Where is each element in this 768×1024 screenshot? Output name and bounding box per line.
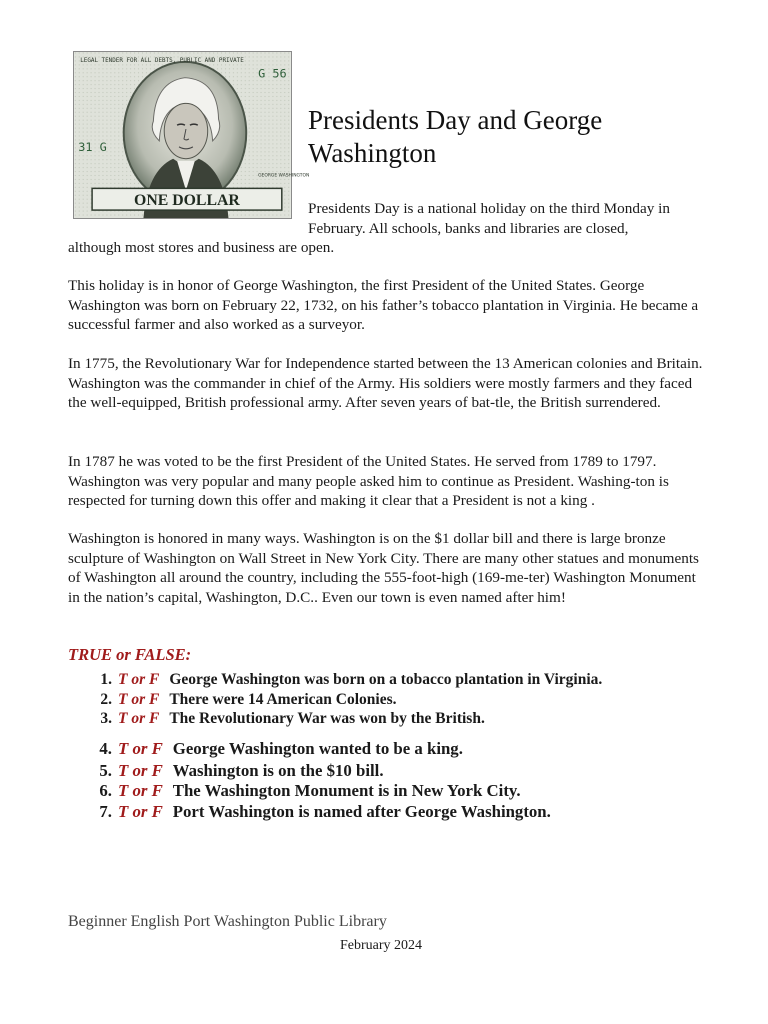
quiz-choice-label[interactable]: T or F — [118, 802, 163, 821]
quiz-item-text: Port Washington is named after George Washington. — [172, 802, 551, 821]
paragraph-president: In 1787 he was voted to be the first President of the United States. He served from 1789 to 1797. Washington was very popular and many people asked him to continue as President. Washing-ton is respected for turning down this offer and making it clear that a President is not a king . — [68, 453, 669, 510]
bill-serial-right: G 56 — [258, 66, 287, 81]
quiz-item-number: 4. — [99, 739, 112, 758]
footer-library: Beginner English Port Washington Public Library — [68, 913, 387, 930]
paragraph-intro-continued: although most stores and business are open. — [68, 239, 335, 256]
footer-date: February 2024 — [340, 938, 423, 953]
quiz-item-text: Washington is on the $10 bill. — [172, 761, 384, 780]
paragraph-intro: Presidents Day is a national holiday on the third Monday in February. All schools, banks and libraries are closed, — [308, 200, 670, 237]
quiz-item-number: 1. — [100, 671, 112, 688]
quiz-item-number: 6. — [99, 781, 112, 800]
quiz-item-text: There were 14 American Colonies. — [169, 691, 397, 708]
paragraph-honored: Washington is honored in many ways. Washington is on the $1 dollar bill and there is large bronze sculpture of Washington on Wall Street in New York City. There are many other statues and monuments of Washington all around the country, including the 555-foot-high (169-me-ter) Washington Monument in the nation’s capital, Washington, D.C.. Even our town is even named after him! — [68, 530, 699, 606]
quiz-item — [68, 691, 728, 709]
quiz-item — [68, 802, 728, 822]
bill-top-text: LEGAL TENDER FOR ALL DEBTS, PUBLIC AND PRIVATE — [80, 57, 244, 64]
quiz-choice-label[interactable]: T or F — [118, 739, 163, 758]
quiz-heading: TRUE or FALSE: — [68, 645, 192, 664]
quiz-item — [68, 781, 728, 801]
quiz-choice-label[interactable]: T or F — [118, 691, 160, 708]
quiz-choice-label[interactable]: T or F — [118, 761, 163, 780]
bill-small-text: GEORGE WASHINGTON — [258, 173, 310, 179]
bill-banner-text: ONE DOLLAR — [134, 192, 240, 210]
quiz-item-text: George Washington was born on a tobacco plantation in Virginia. — [169, 671, 603, 688]
quiz-item — [68, 671, 728, 689]
quiz-item-number: 3. — [100, 710, 112, 727]
quiz-item-number: 5. — [99, 761, 112, 780]
quiz-item-text: George Washington wanted to be a king. — [172, 739, 463, 758]
bill-serial-left: 31 G — [78, 139, 107, 154]
paragraph-honor: This holiday is in honor of George Washington, the first President of the United States. George Washington was born on February 22, 1732, on his father’s tobacco plantation in Virginia. He became a successful farmer and also worked as a surveyor. — [68, 277, 699, 334]
quiz-item-text: The Washington Monument is in New York City. — [172, 781, 521, 800]
quiz-item-number: 7. — [99, 802, 112, 821]
quiz-choice-label[interactable]: T or F — [118, 671, 160, 688]
page-title: Presidents Day and George Washington — [308, 105, 603, 168]
quiz-choice-label[interactable]: T or F — [118, 710, 160, 727]
quiz-item — [68, 710, 728, 728]
dollar-bill-image — [73, 51, 310, 219]
quiz-item-text: The Revolutionary War was won by the British. — [169, 710, 485, 727]
quiz-item-number: 2. — [100, 691, 112, 708]
paragraph-war: In 1775, the Revolutionary War for Independence started between the 13 American colonies and Britain. Washington was the commander in chief of the Army. His soldiers were mostly farmers and they faced the well-equipped, British professional army. After seven years of bat-tle, the British surrendered. — [68, 355, 703, 412]
quiz-item — [68, 739, 728, 759]
quiz-choice-label[interactable]: T or F — [118, 781, 163, 800]
quiz-item — [68, 761, 728, 781]
